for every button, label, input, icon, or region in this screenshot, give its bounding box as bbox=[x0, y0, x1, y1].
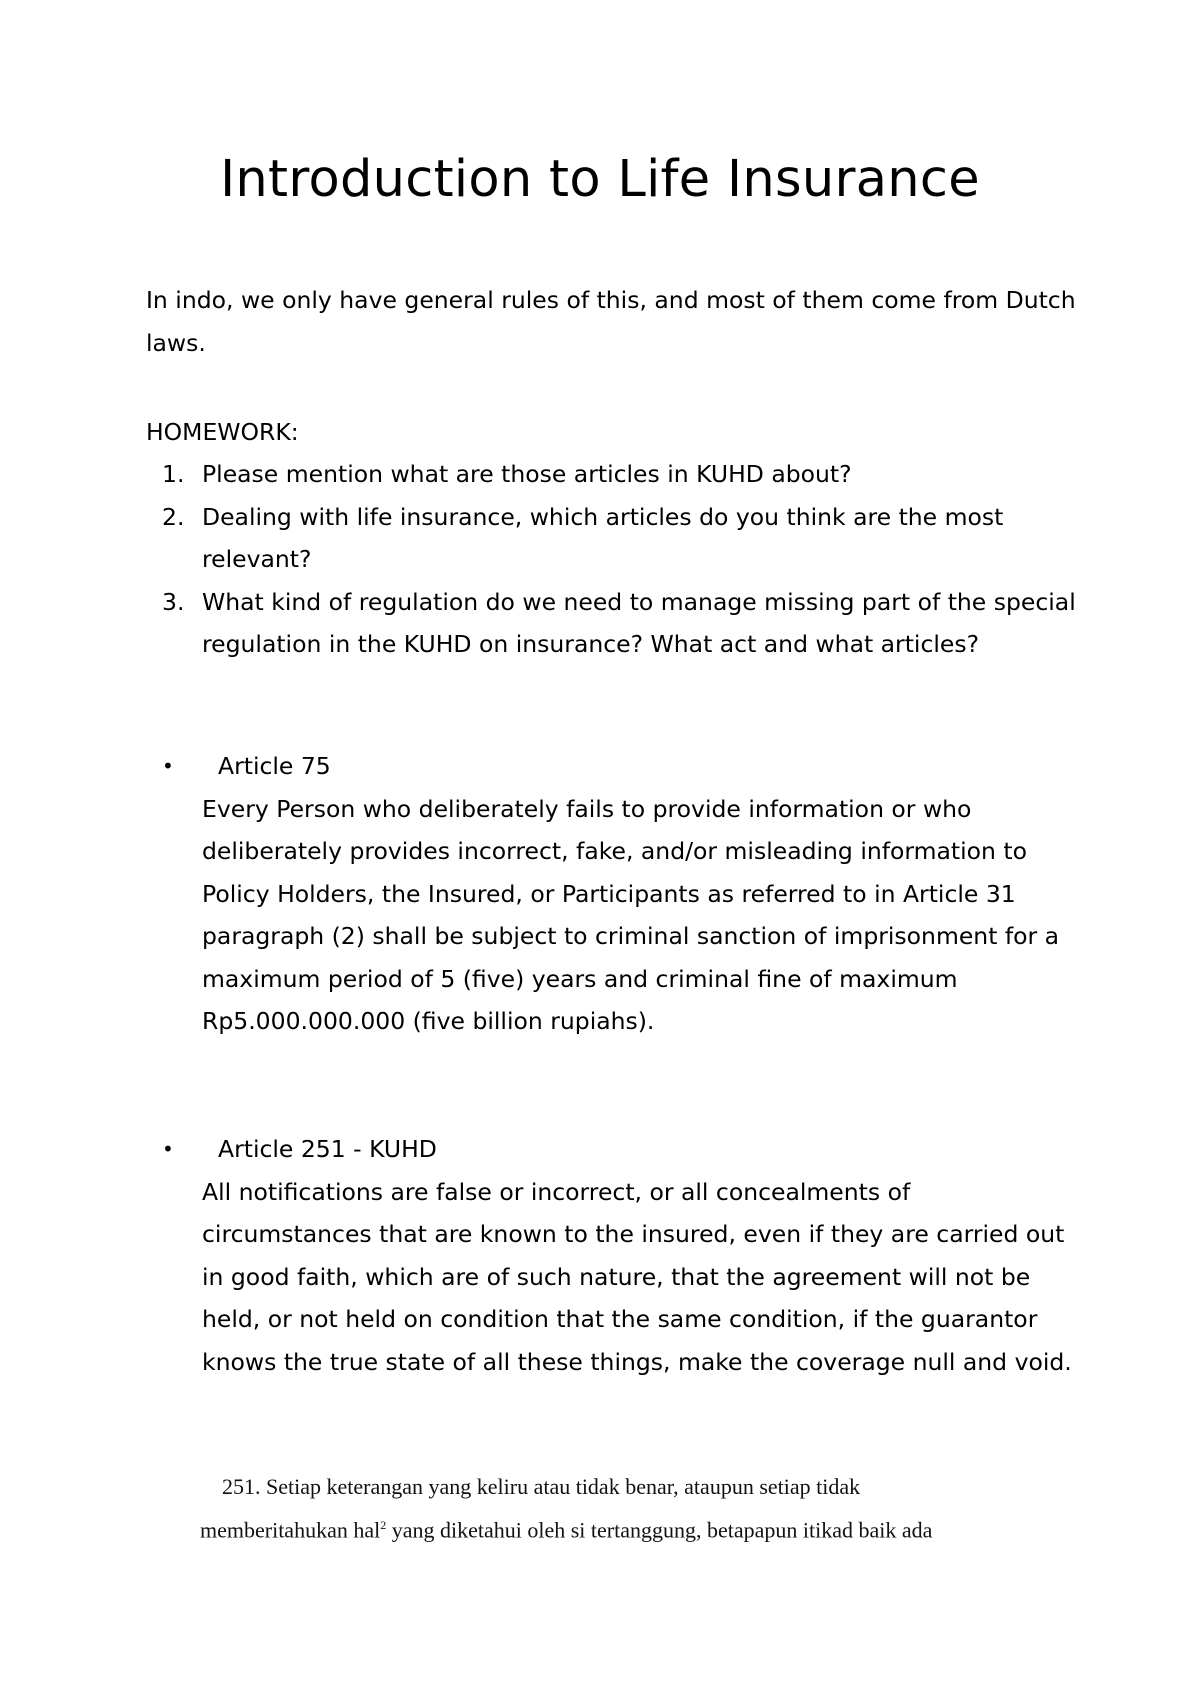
article-text: Every Person who deliberately fails to provide information or who deliberately provides incorrect, fake, and/or misleading information to Policy Holders, the Insured, or Participants as referred to in Article 31 paragraph (2) shall be subject to criminal sanction of imprisonment for a maximum period of 5 (five) years and criminal fine of maximum Rp5.000.000.000 (five billion rupiahs). bbox=[202, 794, 1060, 1035]
scanned-line: 251. Setiap keterangan yang keliru atau tidak benar, ataupun setiap tidak bbox=[222, 1474, 861, 1499]
scanned-line-part: yang diketahui oleh si tertanggung, betapapun itikad baik ada bbox=[386, 1517, 933, 1543]
bullet-icon: • bbox=[162, 754, 174, 778]
footnote-marker: 2 bbox=[380, 1518, 387, 1532]
homework-item-number: 3. bbox=[162, 587, 185, 616]
article-75-block bbox=[146, 745, 1076, 1043]
homework-item-text: Dealing with life insurance, which articles do you think are the most relevant? bbox=[202, 502, 1004, 573]
scanned-excerpt bbox=[200, 1468, 1040, 1549]
scanned-line-part: memberitahukan hal bbox=[200, 1517, 381, 1543]
homework-heading: HOMEWORK: bbox=[146, 418, 299, 446]
bullet-icon: • bbox=[162, 1137, 174, 1161]
homework-item bbox=[146, 496, 1076, 581]
intro-paragraph: In indo, we only have general rules of this, and most of them come from Dutch laws. bbox=[146, 286, 1076, 357]
homework-item-number: 1. bbox=[162, 460, 185, 488]
homework-item-text: Please mention what are those articles in KUHD about? bbox=[202, 460, 852, 488]
article-heading: Article 75 bbox=[218, 752, 331, 780]
homework-item-number: 2. bbox=[162, 502, 185, 531]
homework-list bbox=[146, 453, 1076, 666]
document-title: Introduction to Life Insurance bbox=[220, 150, 980, 209]
article-text: All notifications are false or incorrect, or all concealments of circumstances that are known to the insured, even if they are carried out in good faith, which are of such nature, that the agreement will not be held, or not held on condition that the same condition, if the guarantor knows the true state of all these things, make the coverage null and void. bbox=[202, 1177, 1072, 1376]
article-251-block bbox=[146, 1128, 1076, 1383]
article-heading: Article 251 - KUHD bbox=[218, 1135, 437, 1163]
homework-item-text: What kind of regulation do we need to manage missing part of the special regulation in the KUHD on insurance? What act and what articles? bbox=[202, 587, 1076, 658]
homework-item bbox=[146, 581, 1076, 666]
scanned-line bbox=[200, 1506, 1040, 1549]
homework-item bbox=[146, 453, 1076, 496]
